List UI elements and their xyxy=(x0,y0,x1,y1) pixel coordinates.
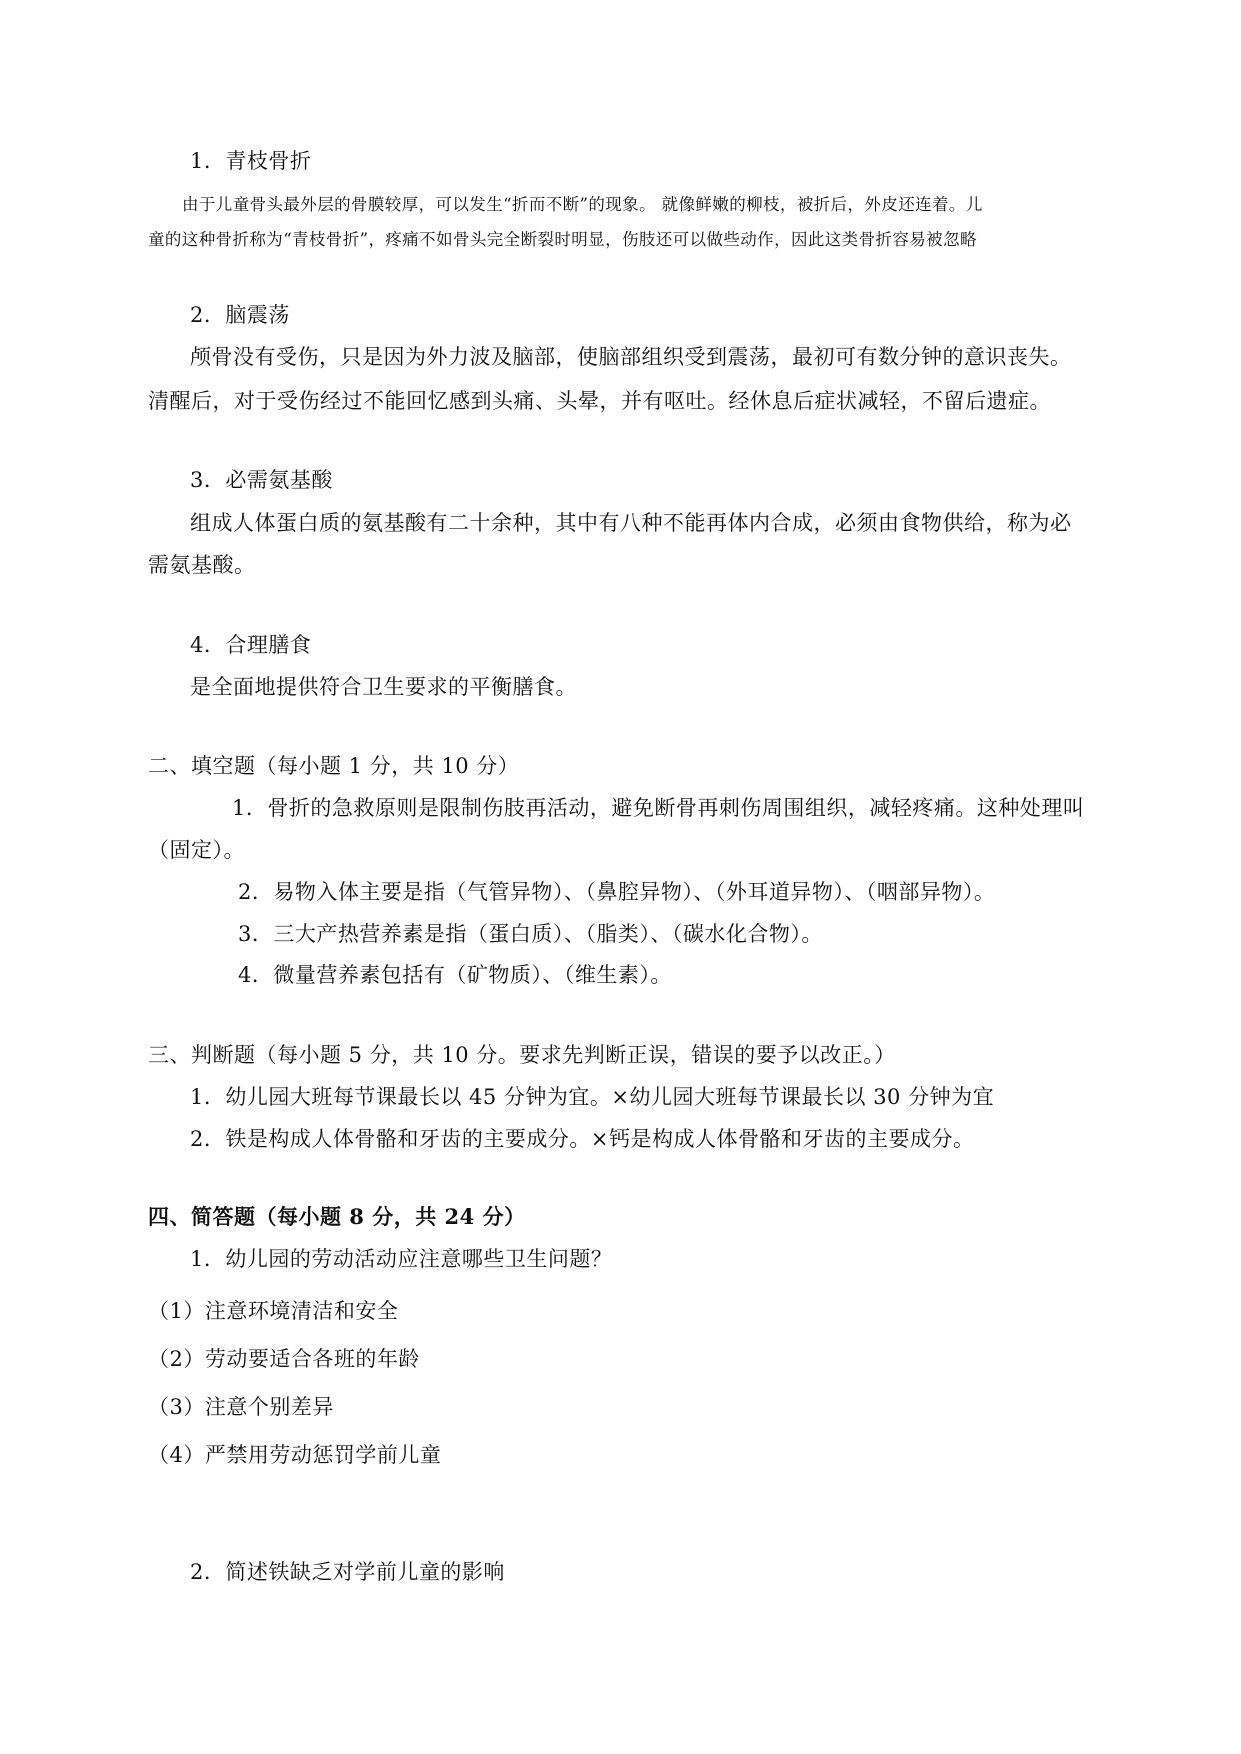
item4-title: 4．合理膳食 xyxy=(190,633,312,657)
section2-q1-line1: 1．骨折的急救原则是限制伤肢再活动，避免断骨再刺伤周围组织，减轻疼痛。这种处理叫 xyxy=(232,796,1085,820)
section4-answer-2: （2）劳动要适合各班的年龄 xyxy=(148,1347,420,1371)
item2-body-line2: 清醒后，对于受伤经过不能回忆感到头痛、头晕，并有呕吐。经休息后症状减轻，不留后遗症。 xyxy=(148,389,1051,413)
section4-answer-3: （3）注意个别差异 xyxy=(148,1395,334,1419)
item3-title: 3．必需氨基酸 xyxy=(190,468,333,492)
section4-answer-1: （1）注意环境清洁和安全 xyxy=(148,1299,399,1323)
section2-q1-line2: （固定）。 xyxy=(148,838,245,862)
item2-title: 2．脑震荡 xyxy=(190,303,290,327)
section2-q3: 3．三大产热营养素是指（蛋白质）、（脂类）、（碳水化合物）。 xyxy=(238,922,823,946)
item1-body-line2: 童的这种骨折称为“青枝骨折”，疼痛不如骨头完全断裂时明显，伤肢还可以做些动作，因此这类骨折容易被忽略 xyxy=(148,230,977,249)
section4-heading: 四、简答题（每小题 8 分，共 24 分） xyxy=(148,1204,526,1229)
section4-answer-4: （4）严禁用劳动惩罚学前儿童 xyxy=(148,1443,442,1467)
section3-q1: 1．幼儿园大班每节课最长以 45 分钟为宜。×幼儿园大班每节课最长以 30 分钟为宜 xyxy=(190,1085,995,1109)
section3-q2: 2．铁是构成人体骨骼和牙齿的主要成分。×钙是构成人体骨骼和牙齿的主要成分。 xyxy=(190,1127,975,1151)
item3-body-line1: 组成人体蛋白质的氨基酸有二十余种，其中有八种不能再体内合成，必须由食物供给，称为必 xyxy=(190,511,1072,535)
item4-body-line1: 是全面地提供符合卫生要求的平衡膳食。 xyxy=(190,675,577,699)
item3-body-line2: 需氨基酸。 xyxy=(148,553,256,577)
item1-title: 1．青枝骨折 xyxy=(190,149,312,173)
section3-heading: 三、判断题（每小题 5 分，共 10 分。要求先判断正误，错误的要予以改正。） xyxy=(148,1043,896,1067)
section4-q1: 1．幼儿园的劳动活动应注意哪些卫生问题？ xyxy=(190,1247,613,1271)
section2-q2: 2．易物入体主要是指（气管异物）、（鼻腔异物）、（外耳道异物）、（咽部异物）。 xyxy=(238,880,996,904)
section4-q2: 2．简述铁缺乏对学前儿童的影响 xyxy=(190,1560,505,1584)
item2-body-line1: 颅骨没有受伤，只是因为外力波及脑部，使脑部组织受到震荡，最初可有数分钟的意识丧失。 xyxy=(190,345,1072,369)
section2-q4: 4．微量营养素包括有（矿物质）、（维生素）。 xyxy=(238,963,672,987)
item1-body-line1: 由于儿童骨头最外层的骨膜较厚，可以发生“折而不断”的现象。 就像鲜嫩的柳枝，被折后，外皮还连着。儿 xyxy=(182,195,983,214)
section2-heading: 二、填空题（每小题 1 分，共 10 分） xyxy=(148,754,520,778)
